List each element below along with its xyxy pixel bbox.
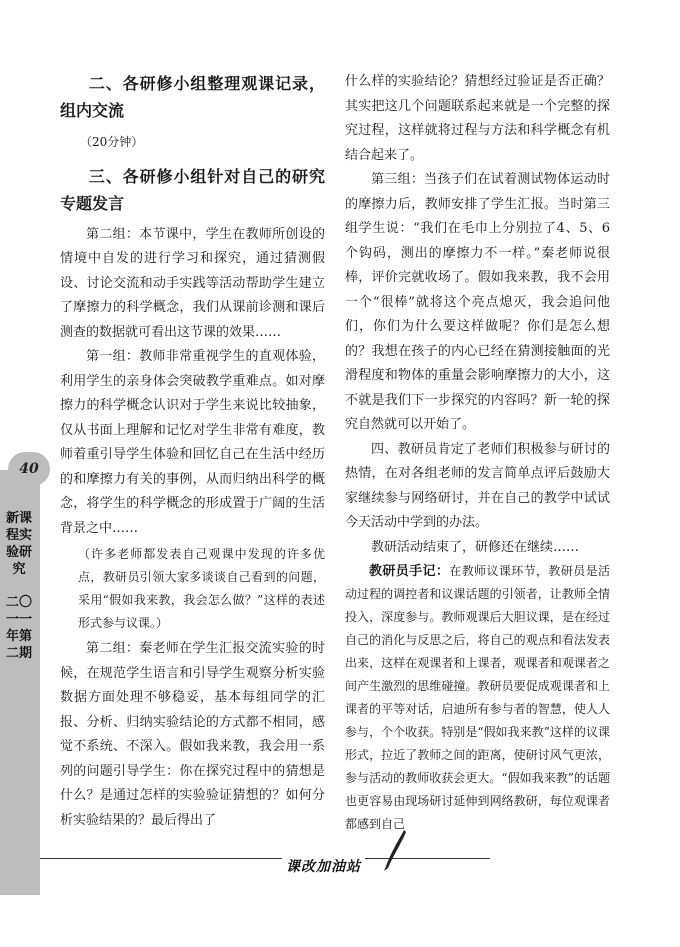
paragraph: 四、教研员肯定了老师们积极参与研讨的热情，在对各组老师的发言简单点评后鼓励大家继续参与网络研讨，并在自己的教学中试试今天活动中学到的办法。 [345, 441, 610, 530]
paragraph: 什么样的实验结论？猜想经过验证是否正确？其实把这几个问题联系起来就是一个完整的探究过程，这样就将过程与方法和科学概念有机结合起来了。 [345, 74, 610, 163]
sidebar-spacer [5, 578, 33, 594]
footer-column-name: 课改加油站 [282, 856, 365, 876]
memo-text: 在教师议课环节，教研员是活动过程的调控者和议课话题的引领者，让教师全情投入，深度参与。教师观课后大胆议课，是在经过自己的消化与反思之后，将自己的观点和看法发表出来，这样在观课者和上课者，观课者和观课者之间产生激烈的思维碰撞。教研员要促成观课者和上课者的平等对话，启迪所有参与者的智慧，使人人参与，个个收获。特别是“假如我来教”这样的议课形式，拉近了教师之间的距离，使研讨风气更浓，参与活动的教师收获会更大。“假如我来教”的话题也更容易由现场研讨延伸到网络教研，每位观课者都感到自己 [345, 564, 610, 831]
paragraph: 第三组：当孩子们在试着测试物体运动时的摩擦力后，教师安排了学生汇报。当时第三组学生说：“我们在毛巾上分别拉了4、5、6个钩码，测出的摩擦力不一样。”秦老师说很棒，评价完就收场了。假如我来教，我不会用一个“很棒”就将这个亮点熄灭，我会追问他们，你们为什么要这样做呢？你们是怎么想的？我想在孩子的内心已经在猜测接触面的光滑程度和物体的重量会影响摩擦力的大小，这不就是我们下一步探究的内容吗？新一轮的探究自然就可以开始了。 [345, 172, 610, 432]
researcher-memo [345, 560, 610, 836]
paragraph: 第一组：教师非常重视学生的直观体验，利用学生的亲身体会突破教学重难点。如对摩擦力的科学概念认识对于学生来说比较抽象，仅从书面上理解和记忆对学生非常有难度，教师着重引导学生体验和回忆自己在生活中经历的和摩擦力有关的事例，从而归纳出科学的概念，将学生的科学概念的形成置于广阔的生活背景之中…… [60, 349, 325, 536]
duration-note: （20分钟） [80, 135, 144, 149]
memo-label: 教研员手记： [369, 564, 450, 579]
right-column [345, 70, 610, 836]
journal-issue: 二〇一一年第二期 [5, 595, 32, 661]
section-heading-3: 三、各研修小组针对自己的研究专题发言 [60, 166, 325, 213]
editor-note: （许多老师都发表自己观课中发现的许多优点，教研员引领大家多谈谈自己看到的问题，采用“假如我来教，我会怎么做？”这样的表述形式参与议课。） [78, 547, 325, 630]
left-column [60, 70, 325, 833]
paragraph: 教研活动结束了，研修还在继续…… [371, 539, 580, 555]
section-heading-2: 二、各研修小组整理观课记录，组内交流 [60, 74, 325, 120]
sidebar [0, 0, 40, 947]
sidebar-journal-title [5, 510, 33, 662]
pen-icon [382, 828, 408, 872]
journal-name: 新课程实验研究 [5, 511, 32, 577]
paragraph: 第二组：秦老师在学生汇报交流实验的时候，在规范学生语言和引导学生观察分析实验数据方面处理不够稳妥，基本每组同学的汇报、分析、归纳实验结论的方式都不相同，感觉不系统、不深入。假如我来教，我会用一系列的问题引导学生：你在探究过程中的猜想是什么？是通过怎样的实验验证猜想的？如何分析实验结果的？最后得出了 [60, 641, 325, 828]
paragraph: 第二组：本节课中，学生在教师所创设的情境中自发的进行学习和探究，通过猜测假设、讨论交流和动手实践等活动帮助学生建立了摩擦力的科学概念，我们从课前诊测和课后测查的数据就可看出这节课的效果…… [60, 226, 325, 340]
page-number: 40 [8, 452, 50, 486]
footer-rule [40, 858, 490, 859]
